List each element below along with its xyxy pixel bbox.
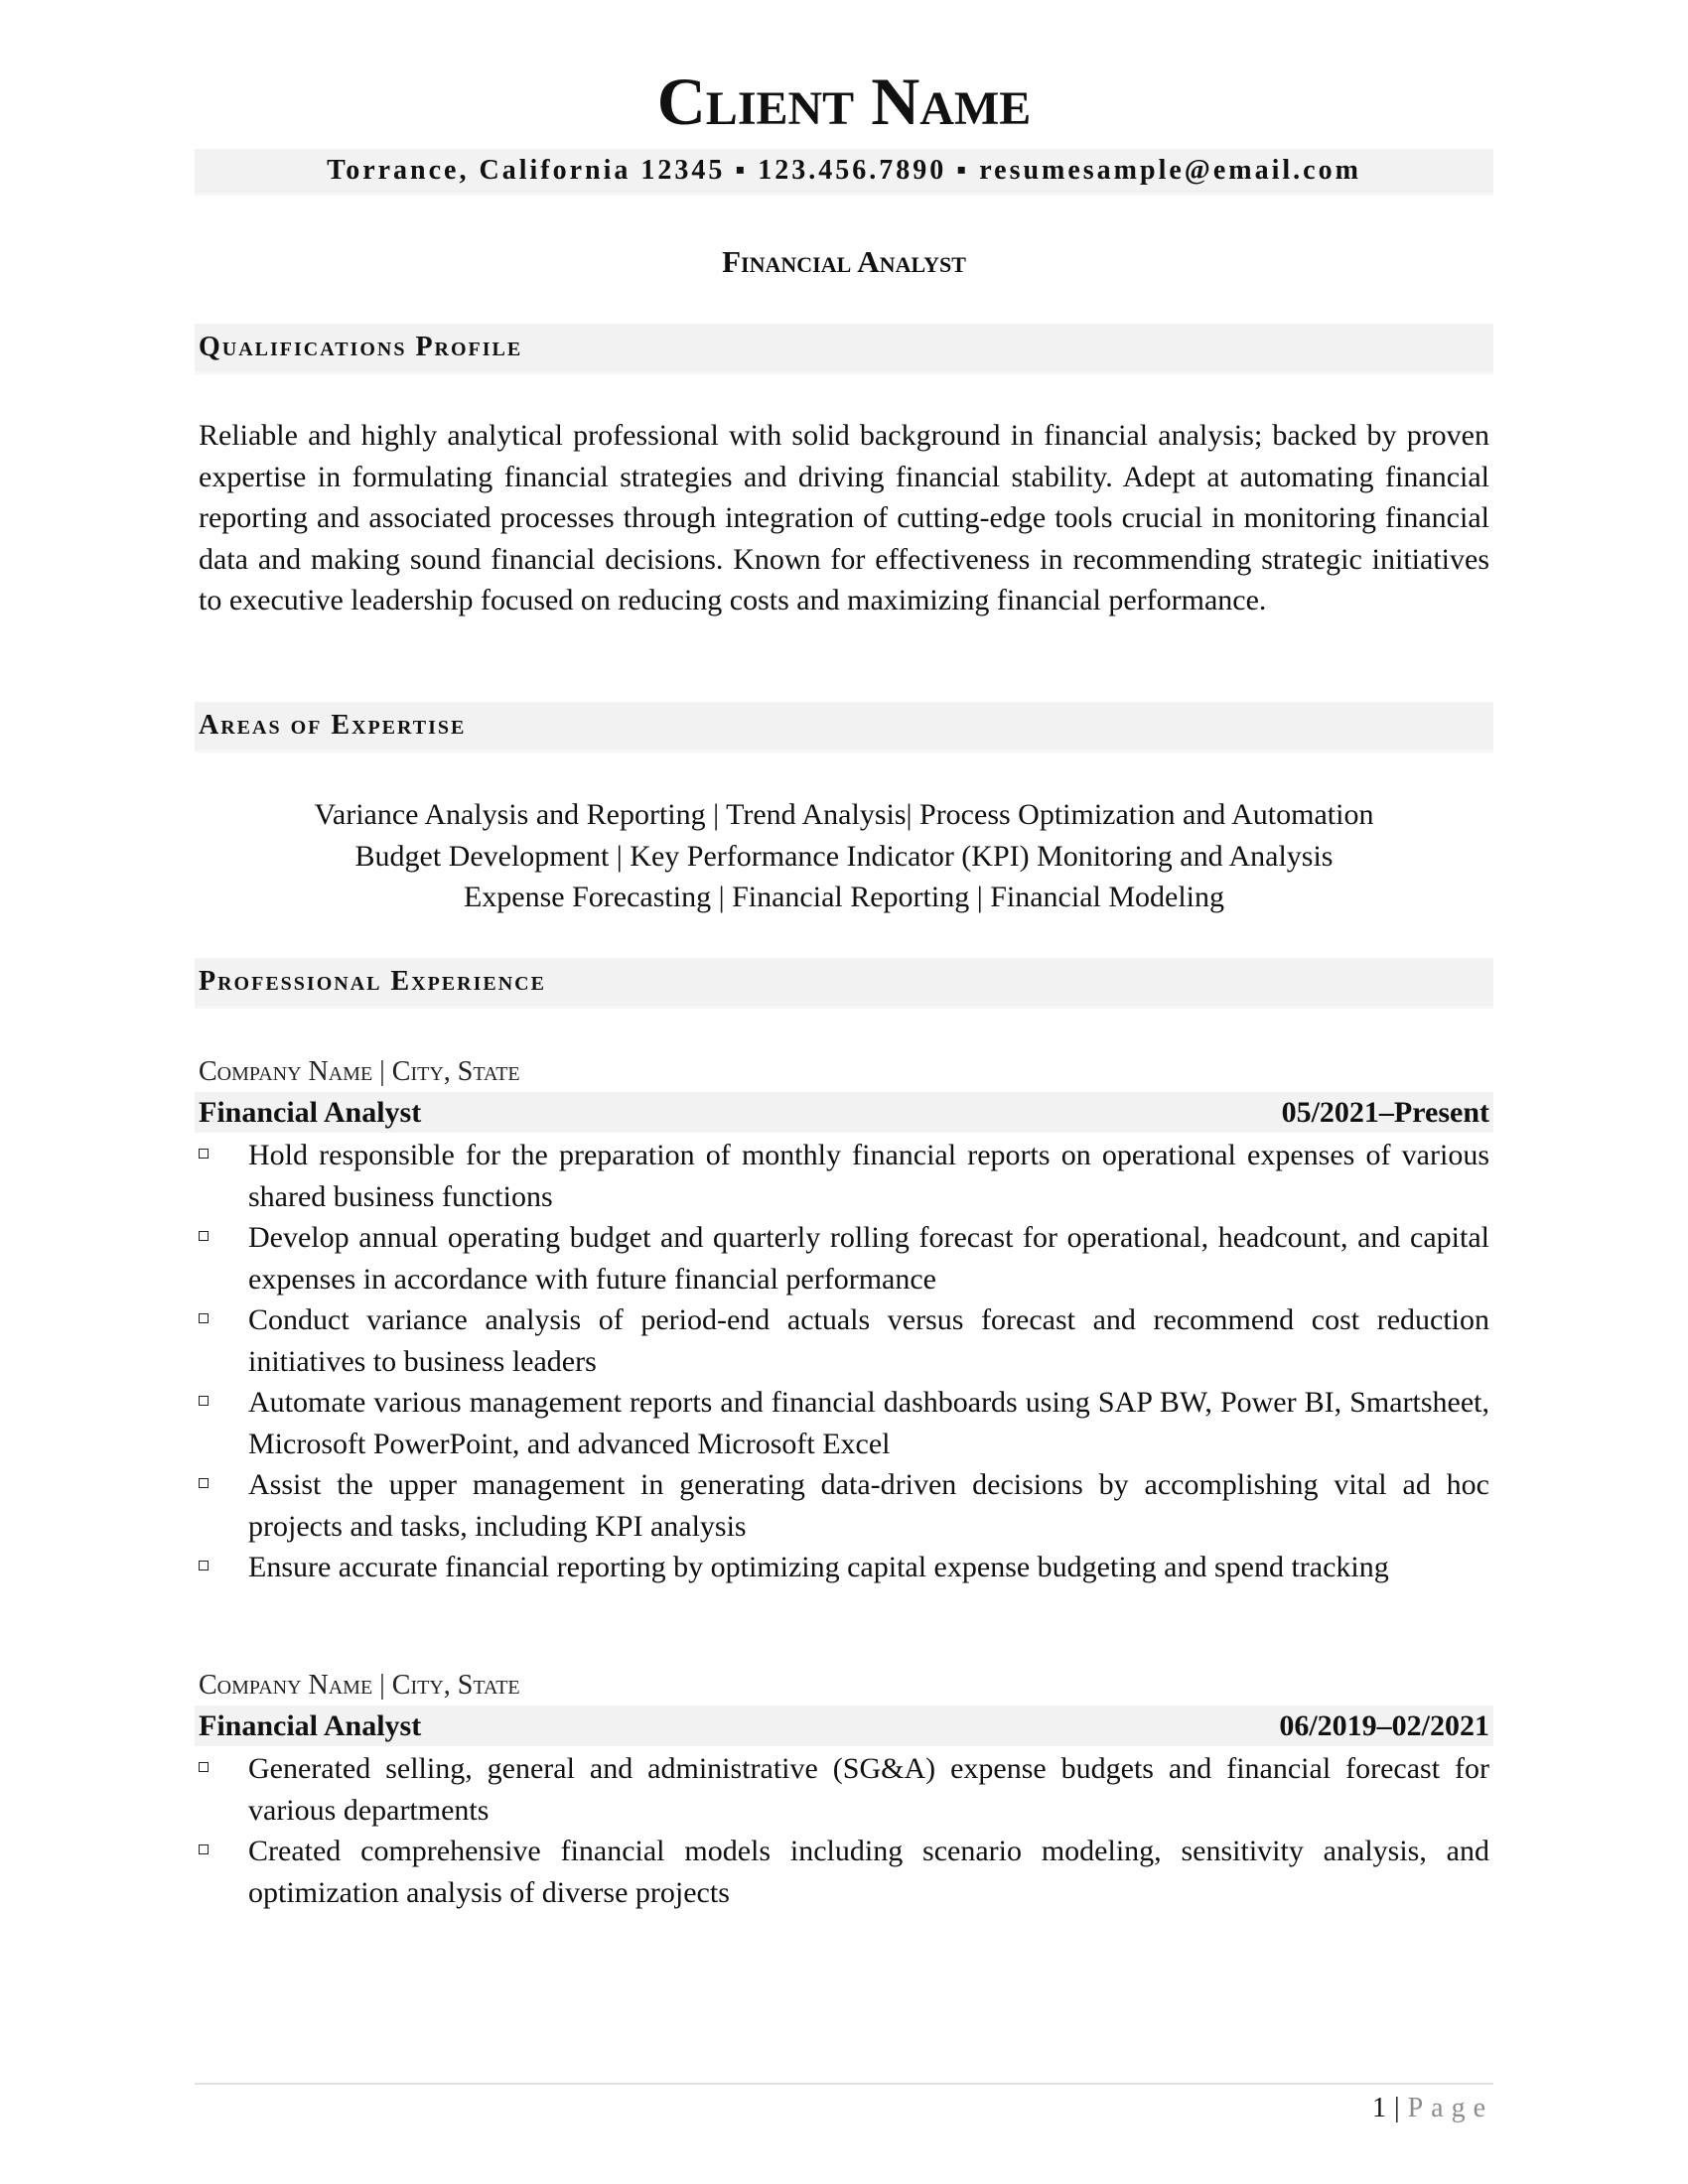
expertise-list	[195, 794, 1493, 918]
page-number-value: 1	[1371, 2093, 1386, 2123]
section-header-experience	[195, 958, 1493, 1009]
section-heading: Areas of Expertise	[199, 710, 467, 741]
list-item: Conduct variance analysis of period-end actuals versus forecast and recommend cost reduction initiatives to business leaders	[195, 1299, 1489, 1382]
list-item: Develop annual operating budget and quarterly rolling forecast for operational, headcount, and capital expenses in accordance with future financial performance	[195, 1217, 1489, 1299]
client-name: Client Name	[656, 64, 1032, 139]
square-bullet-icon	[199, 1478, 209, 1488]
expertise-line: Expense Forecasting | Financial Reporting | Financial Modeling	[463, 881, 1225, 913]
footer-divider	[195, 2083, 1493, 2085]
job-title: Financial Analyst	[199, 1096, 422, 1129]
list-item: Created comprehensive financial models including scenario modeling, sensitivity analysis, and optimization analysis of diverse projects	[195, 1831, 1489, 1913]
company-location: Company Name | City, State	[199, 1670, 520, 1701]
square-bullet-icon	[199, 1762, 209, 1772]
list-item: Ensure accurate financial reporting by optimizing capital expense budgeting and spend tracking	[195, 1547, 1489, 1588]
page-number-separator: |	[1393, 2093, 1400, 2123]
page-number	[1372, 2091, 1493, 2126]
qualifications-summary: Reliable and highly analytical professional with solid background in financial analysis; backed by proven expertise in formulating financial strategies and driving financial stability. Adept at automating financial reporting and associated processes through integration of cutting-edge tools crucial in monitoring financial data and making sound financial decisions. Known for effectiveness in recommending strategic initiatives to executive leadership focused on reducing costs and maximizing financial performance.	[199, 419, 1489, 616]
job-header	[195, 1092, 1493, 1133]
section-heading: Qualifications Profile	[199, 332, 523, 362]
job-title: Financial Analyst	[199, 1709, 422, 1742]
list-item: Generated selling, general and administrative (SG&A) expense budgets and financial forecast for various departments	[195, 1748, 1489, 1831]
square-bullet-icon	[199, 1149, 209, 1159]
target-job-title: Financial Analyst	[722, 244, 966, 279]
square-bullet-icon	[199, 1313, 209, 1323]
job-dates: 05/2021–Present	[1281, 1096, 1489, 1129]
square-bullet-icon	[199, 1844, 209, 1854]
expertise-line: Variance Analysis and Reporting | Trend Analysis| Process Optimization and Automation	[314, 798, 1374, 831]
square-bullet-icon	[199, 1561, 209, 1570]
section-header-qualifications	[195, 324, 1493, 374]
page-label: Page	[1407, 2093, 1493, 2123]
list-item: Hold responsible for the preparation of monthly financial reports on operational expenses of various shared business functions	[195, 1135, 1489, 1217]
list-item: Assist the upper management in generating data-driven decisions by accomplishing vital ad hoc projects and tasks, including KPI analysis	[195, 1464, 1489, 1547]
contact-info: Torrance, California 12345 ▪ 123.456.7890 ▪ resumesample@email.com	[327, 155, 1361, 186]
section-heading: Professional Experience	[199, 966, 546, 997]
square-bullet-icon	[199, 1396, 209, 1406]
expertise-line: Budget Development | Key Performance Indicator (KPI) Monitoring and Analysis	[354, 839, 1334, 873]
section-header-expertise	[195, 702, 1493, 752]
job-header	[195, 1706, 1493, 1746]
job-bullets	[195, 1748, 1493, 1913]
list-item: Automate various management reports and financial dashboards using SAP BW, Power BI, Smartsheet, Microsoft PowerPoint, and advanced Microsoft Excel	[195, 1382, 1489, 1464]
job-dates: 06/2019–02/2021	[1279, 1709, 1489, 1742]
square-bullet-icon	[199, 1231, 209, 1241]
company-location: Company Name | City, State	[199, 1056, 520, 1087]
job-bullets	[195, 1135, 1493, 1588]
contact-bar	[195, 149, 1493, 196]
